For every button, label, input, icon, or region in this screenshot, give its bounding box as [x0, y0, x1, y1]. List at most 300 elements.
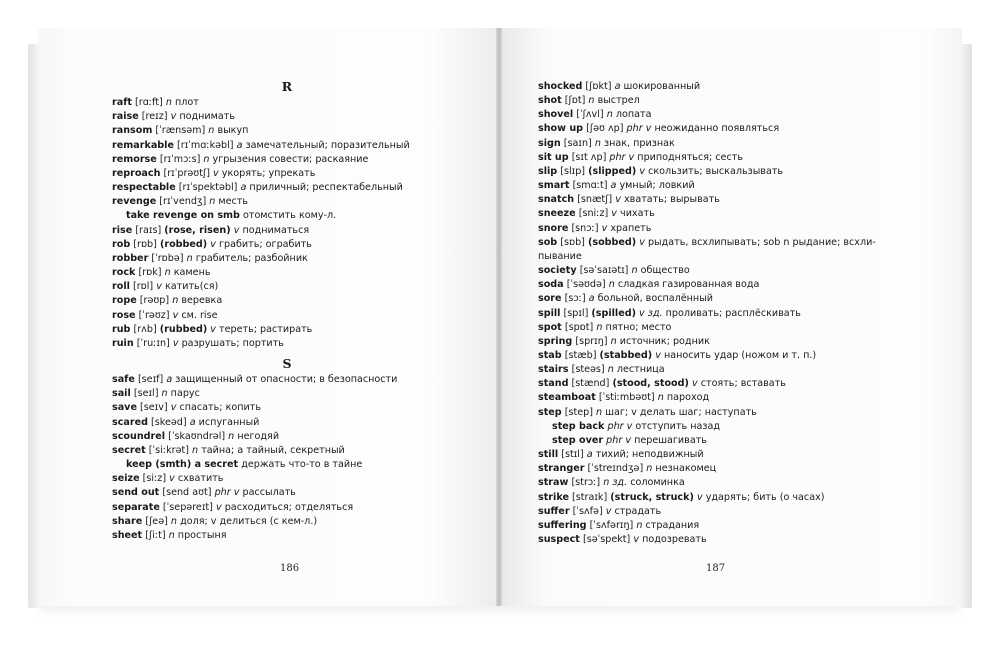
- part-of-speech: n: [161, 388, 168, 400]
- translation: спасать; копить: [179, 402, 261, 414]
- part-of-speech: v: [172, 309, 179, 321]
- headword: keep (smth) a secret: [126, 459, 239, 471]
- translation: расходиться; отделяться: [224, 501, 354, 513]
- headword: raise: [112, 111, 139, 123]
- part-of-speech: a: [189, 416, 196, 428]
- transcription: [snɔː]: [571, 222, 599, 234]
- transcription: [rɪˈmɔːs]: [159, 153, 201, 165]
- transcription: [steəs]: [571, 364, 605, 376]
- dictionary-entry: [112, 110, 462, 124]
- part-of-speech: phr v: [609, 151, 635, 163]
- part-of-speech: v: [213, 167, 219, 179]
- transcription: [slɪp]: [560, 165, 586, 177]
- part-of-speech: n: [608, 279, 615, 291]
- part-of-speech: n: [172, 295, 179, 307]
- dictionary-entry: [538, 434, 876, 448]
- dictionary-entry: [112, 209, 462, 223]
- part-of-speech: n: [594, 137, 601, 149]
- transcription: [send aʊt]: [162, 487, 212, 499]
- entry-continuation: [538, 250, 876, 264]
- transcription: [sɔː]: [564, 293, 586, 305]
- translation: ударять; бить (о часах): [705, 491, 825, 503]
- part-of-speech: n: [168, 529, 175, 541]
- part-of-speech: v зд.: [639, 307, 663, 319]
- dictionary-entry: [112, 309, 462, 323]
- part-of-speech: v: [605, 505, 612, 517]
- transcription: [ˈrɒbə]: [151, 252, 184, 264]
- dictionary-entry: [112, 373, 462, 387]
- transcription: [ʃeə]: [145, 515, 168, 527]
- transcription: [seɪv]: [140, 402, 168, 414]
- translation: разрушать; портить: [181, 337, 284, 349]
- dictionary-entry: [538, 391, 876, 405]
- translation: пывание: [538, 250, 582, 262]
- headword: step: [538, 406, 562, 418]
- transcription: [spɒt]: [564, 321, 594, 333]
- translation: сладкая газированная вода: [617, 279, 760, 291]
- headword: robber: [112, 252, 149, 264]
- transcription: [snætʃ]: [577, 194, 613, 206]
- translation: лопата: [615, 109, 652, 121]
- part-of-speech: a: [614, 81, 621, 92]
- headword: remarkable: [112, 139, 174, 151]
- headword: sneeze: [538, 208, 576, 220]
- headword: rock: [112, 267, 136, 279]
- translation: тайна; a тайный, секретный: [201, 444, 345, 456]
- translation: испуганный: [198, 416, 260, 428]
- dictionary-entry: [112, 280, 462, 294]
- word-forms: (sobbed): [587, 236, 637, 248]
- transcription: [saɪn]: [563, 137, 592, 149]
- transcription: [səˈsaɪətɪ]: [579, 265, 629, 277]
- word-forms: (stabbed): [599, 349, 653, 361]
- translation: катить(ся): [164, 281, 219, 293]
- part-of-speech: v: [639, 165, 646, 177]
- part-of-speech: v: [233, 224, 240, 236]
- dictionary-entry: [112, 401, 462, 415]
- transcription: [ˈsiːkrət]: [148, 444, 189, 456]
- page-stack-left: [28, 44, 38, 608]
- transcription: [stɪl]: [561, 449, 584, 461]
- headword: rob: [112, 238, 131, 250]
- headword: shovel: [538, 109, 574, 121]
- headword: ransom: [112, 125, 153, 137]
- transcription: [rɒl]: [132, 281, 154, 293]
- dictionary-entry: [538, 519, 876, 533]
- dictionary-entry: [538, 193, 876, 207]
- transcription: [səˈspekt]: [582, 534, 631, 545]
- right-page-column: [538, 80, 876, 547]
- dictionary-entry: [112, 430, 462, 444]
- dictionary-entry: [538, 377, 876, 391]
- transcription: [rɑːft]: [135, 97, 163, 109]
- word-forms: (stood, stood): [612, 378, 689, 390]
- headword: still: [538, 449, 559, 461]
- dictionary-entry: [538, 80, 876, 94]
- part-of-speech: a: [610, 180, 617, 192]
- translation: хватать; вырывать: [623, 194, 720, 206]
- headword: safe: [112, 374, 135, 386]
- transcription: [rʌb]: [133, 323, 157, 335]
- part-of-speech: a: [166, 374, 173, 386]
- transcription: [sɒb]: [560, 236, 585, 248]
- part-of-speech: v: [169, 473, 175, 485]
- part-of-speech: n: [165, 97, 172, 109]
- headword: remorse: [112, 153, 157, 165]
- left-page-column: [112, 80, 462, 543]
- headword: ruin: [112, 337, 134, 349]
- translation: схватить: [177, 473, 224, 485]
- transcription: [step]: [564, 406, 593, 418]
- dictionary-entry: [538, 491, 876, 505]
- translation: замечательный; поразительный: [245, 139, 410, 151]
- transcription: [raɪs]: [135, 224, 162, 236]
- headword: step over: [552, 434, 604, 446]
- part-of-speech: v: [611, 208, 617, 220]
- part-of-speech: v: [696, 491, 703, 503]
- translation: умный; ловкий: [619, 180, 695, 192]
- dictionary-entry: [112, 224, 462, 238]
- translation: скользить; выскальзывать: [648, 165, 784, 177]
- translation: пятно; место: [605, 321, 672, 333]
- headword: steamboat: [538, 392, 596, 404]
- headword: sheet: [112, 529, 143, 541]
- dictionary-entry: [538, 505, 876, 519]
- part-of-speech: n: [610, 335, 617, 347]
- headword: seize: [112, 473, 140, 485]
- translation: тихий; неподвижный: [595, 449, 704, 461]
- part-of-speech: v: [215, 501, 222, 513]
- headword: shot: [538, 95, 562, 107]
- part-of-speech: v: [639, 236, 645, 248]
- translation: выкуп: [217, 125, 249, 137]
- headword: stab: [538, 349, 562, 361]
- translation: камень: [173, 267, 211, 279]
- transcription: [rɪˈprəʊtʃ]: [163, 167, 210, 179]
- translation: отступить назад: [635, 420, 720, 432]
- translation: отомстить кому-л.: [242, 210, 337, 222]
- transcription: [rɪˈspektəbl]: [178, 182, 238, 194]
- transcription: [ˈskaʊndrəl]: [168, 430, 226, 442]
- dictionary-entry: [538, 264, 876, 278]
- transcription: [ˈsʌfə]: [572, 505, 603, 517]
- dictionary-entry: [538, 335, 876, 349]
- section-letter: R: [281, 79, 293, 94]
- dictionary-entry: [538, 137, 876, 151]
- part-of-speech: v: [615, 194, 621, 206]
- dictionary-entry: [538, 448, 876, 462]
- dictionary-entry: [112, 252, 462, 266]
- translation: источник; родник: [619, 335, 710, 347]
- transcription: [ʃɒkt]: [585, 81, 612, 92]
- headword: take revenge on smb: [126, 210, 240, 222]
- dictionary-entry: [538, 165, 876, 179]
- transcription: [ˈsepəreɪt]: [162, 501, 213, 513]
- dictionary-entry: [538, 151, 876, 165]
- dictionary-entry: [112, 266, 462, 280]
- dictionary-entry: [538, 349, 876, 363]
- headword: sob: [538, 236, 558, 248]
- translation: чихать: [620, 208, 655, 220]
- transcription: [stæb]: [564, 349, 597, 361]
- headword: respectable: [112, 182, 176, 194]
- part-of-speech: n: [646, 463, 653, 475]
- headword: society: [538, 265, 577, 277]
- dictionary-entry: [112, 486, 462, 500]
- part-of-speech: v: [691, 378, 698, 390]
- dictionary-entry: [112, 96, 462, 110]
- dictionary-entry: [538, 222, 876, 236]
- transcription: [spɪl]: [563, 307, 589, 319]
- headword: reproach: [112, 167, 161, 179]
- part-of-speech: n: [209, 196, 216, 208]
- dictionary-entry: [112, 153, 462, 167]
- headword: stairs: [538, 364, 569, 376]
- headword: stranger: [538, 463, 585, 475]
- translation: плот: [174, 97, 199, 109]
- part-of-speech: v: [601, 222, 608, 234]
- translation: рассылать: [242, 487, 296, 499]
- headword: snore: [538, 222, 569, 234]
- translation: подозревать: [642, 534, 707, 545]
- transcription: [smɑːt]: [572, 180, 608, 192]
- dictionary-entry: [538, 307, 876, 321]
- translation: грабитель; разбойник: [195, 252, 308, 264]
- dictionary-entry: [538, 179, 876, 193]
- part-of-speech: n: [192, 444, 199, 456]
- headword: secret: [112, 444, 146, 456]
- headword: strike: [538, 491, 569, 503]
- dictionary-entry: [538, 292, 876, 306]
- dictionary-entry: [112, 501, 462, 515]
- translation: соломинка: [630, 477, 685, 489]
- translation: подниматься: [242, 224, 310, 236]
- transcription: [ˈstreɪndʒə]: [587, 463, 644, 475]
- headword: straw: [538, 477, 569, 489]
- headword: share: [112, 515, 143, 527]
- transcription: [sprɪŋ]: [575, 335, 608, 347]
- dictionary-entry: [112, 124, 462, 138]
- transcription: [sniːz]: [578, 208, 609, 220]
- translation: проливать; расплёскивать: [665, 307, 801, 319]
- dictionary-entry: [112, 167, 462, 181]
- headword: sail: [112, 388, 131, 400]
- part-of-speech: n: [588, 95, 595, 107]
- transcription: [ˈstiːmbəʊt]: [598, 392, 655, 404]
- part-of-speech: n зд.: [603, 477, 628, 489]
- book-gutter: [496, 28, 502, 606]
- dictionary-entry: [112, 387, 462, 401]
- headword: sign: [538, 137, 561, 149]
- part-of-speech: n: [607, 364, 614, 376]
- dictionary-entry: [112, 444, 462, 458]
- translation: неожиданно появляться: [654, 123, 780, 135]
- translation: рыдать, всхлипывать; sob n рыдание; всхли-: [647, 236, 876, 248]
- transcription: [rəʊp]: [139, 295, 170, 307]
- part-of-speech: a: [236, 139, 243, 151]
- page-number-left: 186: [280, 563, 300, 574]
- transcription: [rɒb]: [133, 238, 157, 250]
- transcription: [ˈʃʌvl]: [576, 109, 604, 121]
- transcription: [siːz]: [142, 473, 167, 485]
- translation: укорять; упрекать: [221, 167, 316, 179]
- dictionary-entry: [538, 94, 876, 108]
- part-of-speech: n: [186, 252, 193, 264]
- headword: smart: [538, 180, 570, 192]
- transcription: [strɔː]: [571, 477, 601, 489]
- headword: spill: [538, 307, 561, 319]
- transcription: [ˈruːɪn]: [136, 337, 170, 349]
- dictionary-entry: [538, 321, 876, 335]
- translation: простыня: [177, 529, 227, 541]
- transcription: [seɪl]: [133, 388, 159, 400]
- translation: пароход: [666, 392, 710, 404]
- headword: suffer: [538, 505, 570, 517]
- transcription: [ʃɒt]: [564, 95, 586, 107]
- headword: show up: [538, 123, 584, 135]
- headword: sit up: [538, 151, 569, 163]
- headword: rise: [112, 224, 133, 236]
- transcription: [ˈrəʊz]: [138, 309, 170, 321]
- translation: месть: [218, 196, 249, 208]
- part-of-speech: n: [596, 321, 603, 333]
- translation: приподняться; сесть: [637, 151, 743, 163]
- transcription: [rɒk]: [138, 267, 162, 279]
- translation: см. rise: [181, 309, 218, 321]
- dictionary-entry: [538, 476, 876, 490]
- headword: scoundrel: [112, 430, 166, 442]
- headword: rose: [112, 309, 136, 321]
- transcription: [rɪˈvendʒ]: [159, 196, 207, 208]
- word-forms: (rubbed): [159, 323, 208, 335]
- transcription: [ʃiːt]: [145, 529, 166, 541]
- headword: soda: [538, 279, 564, 291]
- transcription: [ˈsʌfərɪŋ]: [589, 519, 634, 531]
- headword: stand: [538, 378, 569, 390]
- part-of-speech: n: [596, 406, 603, 418]
- word-forms: (rose, risen): [164, 224, 231, 236]
- headword: send out: [112, 487, 160, 499]
- translation: знак, признак: [604, 137, 675, 149]
- part-of-speech: a: [588, 293, 595, 305]
- translation: общество: [640, 265, 690, 277]
- translation: лестница: [616, 364, 665, 376]
- headword: scared: [112, 416, 148, 428]
- transcription: [straɪk]: [572, 491, 608, 503]
- part-of-speech: phr v: [214, 487, 240, 499]
- part-of-speech: v: [210, 238, 216, 250]
- part-of-speech: n: [228, 430, 235, 442]
- dictionary-entry: [538, 122, 876, 136]
- word-forms: (robbed): [159, 238, 208, 250]
- headword: suffering: [538, 519, 587, 531]
- dictionary-entry: [538, 363, 876, 377]
- part-of-speech: phr v: [606, 434, 631, 446]
- part-of-speech: n: [208, 125, 215, 137]
- transcription: [ˈsəʊdə]: [566, 279, 606, 291]
- translation: перешагивать: [634, 434, 707, 446]
- part-of-speech: v: [172, 337, 179, 349]
- part-of-speech: n: [170, 515, 177, 527]
- translation: держать что-то в тайне: [241, 459, 363, 471]
- transcription: [ʃəʊ ʌp]: [586, 123, 624, 135]
- headword: roll: [112, 281, 130, 293]
- headword: rub: [112, 323, 131, 335]
- translation: больной, воспалённый: [597, 293, 714, 305]
- dictionary-entry: [538, 420, 876, 434]
- transcription: [sɪt ʌp]: [571, 151, 607, 163]
- translation: шаг; v делать шаг; наступать: [605, 406, 757, 418]
- dictionary-entry: [538, 462, 876, 476]
- headword: step back: [552, 420, 605, 432]
- part-of-speech: v: [156, 281, 162, 293]
- headword: revenge: [112, 196, 157, 208]
- word-forms: (struck, struck): [610, 491, 694, 503]
- translation: выстрел: [597, 95, 640, 107]
- part-of-speech: v: [210, 323, 216, 335]
- part-of-speech: v: [633, 534, 640, 545]
- word-forms: (slipped): [588, 165, 637, 177]
- headword: snatch: [538, 194, 575, 206]
- headword: slip: [538, 165, 558, 177]
- headword: raft: [112, 97, 132, 109]
- transcription: [rɪˈmɑːkəbl]: [177, 139, 234, 151]
- translation: стоять; вставать: [700, 378, 786, 390]
- translation: храпеть: [610, 222, 652, 234]
- transcription: [ˈrænsəm]: [155, 125, 206, 137]
- headword: spot: [538, 321, 562, 333]
- headword: sore: [538, 293, 562, 305]
- part-of-speech: a: [240, 182, 247, 194]
- translation: защищенный от опасности; в безопасности: [175, 374, 398, 386]
- translation: веревка: [181, 295, 223, 307]
- part-of-speech: n: [657, 392, 664, 404]
- translation: страдать: [614, 505, 662, 517]
- word-forms: (spilled): [591, 307, 636, 319]
- dictionary-entry: [538, 207, 876, 221]
- part-of-speech: v: [170, 111, 177, 123]
- translation: негодяй: [237, 430, 280, 442]
- translation: парус: [170, 388, 200, 400]
- part-of-speech: v: [170, 402, 177, 414]
- dictionary-entry: [538, 236, 876, 250]
- dictionary-entry: [538, 533, 876, 547]
- dictionary-entry: [538, 278, 876, 292]
- transcription: [reɪz]: [141, 111, 168, 123]
- headword: suspect: [538, 534, 580, 545]
- translation: приличный; респектабельный: [249, 182, 403, 194]
- transcription: [stænd]: [571, 378, 610, 390]
- translation: грабить; ограбить: [218, 238, 312, 250]
- translation: страдания: [645, 519, 700, 531]
- page-number-right: 187: [706, 563, 726, 574]
- part-of-speech: n: [631, 265, 638, 277]
- part-of-speech: n: [164, 267, 171, 279]
- section-letter: S: [282, 355, 292, 371]
- headword: rope: [112, 295, 137, 307]
- dictionary-entry: [112, 238, 462, 252]
- part-of-speech: n: [636, 519, 643, 531]
- dictionary-entry: [112, 458, 462, 472]
- part-of-speech: a: [586, 449, 593, 461]
- dictionary-entry: [112, 416, 462, 430]
- headword: separate: [112, 501, 160, 513]
- headword: shocked: [538, 81, 583, 92]
- dictionary-entry: [538, 406, 876, 420]
- headword: save: [112, 402, 137, 414]
- dictionary-entry: [112, 294, 462, 308]
- translation: поднимать: [179, 111, 235, 123]
